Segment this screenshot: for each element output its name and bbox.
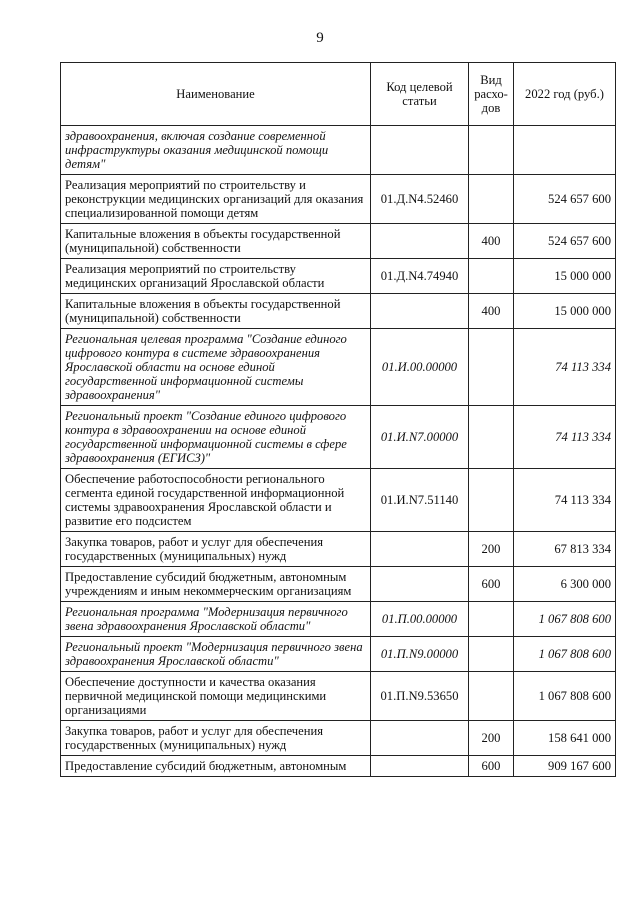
name-cell: Реализация мероприятий по строительству и реконструкции медицинских организаций для оказания специализированной помощи детям (61, 175, 371, 224)
amount-cell: 524 657 600 (514, 224, 616, 259)
code-cell: 01.Д.N4.52460 (371, 175, 469, 224)
code-cell: 01.П.00.00000 (371, 602, 469, 637)
table-row (61, 756, 616, 777)
table-row (61, 672, 616, 721)
expense-type-cell (469, 329, 514, 406)
table-row (61, 175, 616, 224)
expense-type-cell (469, 175, 514, 224)
amount-cell (514, 126, 616, 175)
code-cell: 01.Д.N4.74940 (371, 259, 469, 294)
table-row (61, 602, 616, 637)
table-row (61, 637, 616, 672)
expense-type-cell: 400 (469, 224, 514, 259)
name-cell: Реализация мероприятий по строительству медицинских организаций Ярославской области (61, 259, 371, 294)
expense-type-cell (469, 672, 514, 721)
code-cell: 01.И.N7.00000 (371, 406, 469, 469)
code-cell (371, 721, 469, 756)
amount-cell: 1 067 808 600 (514, 602, 616, 637)
name-cell: Капитальные вложения в объекты государственной (муниципальной) собственности (61, 224, 371, 259)
budget-table (60, 62, 616, 777)
table-row (61, 294, 616, 329)
code-cell (371, 567, 469, 602)
table-row (61, 469, 616, 532)
expense-type-cell (469, 469, 514, 532)
expense-type-cell (469, 259, 514, 294)
code-cell (371, 756, 469, 777)
expense-type-cell: 200 (469, 532, 514, 567)
code-cell: 01.П.N9.53650 (371, 672, 469, 721)
code-cell: 01.И.00.00000 (371, 329, 469, 406)
amount-cell: 15 000 000 (514, 294, 616, 329)
table-row (61, 567, 616, 602)
table-row (61, 532, 616, 567)
expense-type-cell: 600 (469, 756, 514, 777)
code-cell: 01.П.N9.00000 (371, 637, 469, 672)
amount-cell: 6 300 000 (514, 567, 616, 602)
expense-type-cell: 600 (469, 567, 514, 602)
amount-cell: 909 167 600 (514, 756, 616, 777)
name-cell: Предоставление субсидий бюджетным, автономным учреждениям и иным некоммерческим организациям (61, 567, 371, 602)
amount-cell: 67 813 334 (514, 532, 616, 567)
name-cell: Региональный проект "Создание единого цифрового контура в здравоохранении на основе единой государственной информационной системы в сфере здравоохранения (ЕГИСЗ)" (61, 406, 371, 469)
header-amount: 2022 год (руб.) (514, 63, 616, 126)
amount-cell: 158 641 000 (514, 721, 616, 756)
expense-type-cell (469, 406, 514, 469)
name-cell: Закупка товаров, работ и услуг для обеспечения государственных (муниципальных) нужд (61, 532, 371, 567)
amount-cell: 1 067 808 600 (514, 637, 616, 672)
amount-cell: 74 113 334 (514, 329, 616, 406)
expense-type-cell (469, 637, 514, 672)
amount-cell: 74 113 334 (514, 469, 616, 532)
table-row (61, 259, 616, 294)
name-cell: Обеспечение работоспособности регионального сегмента единой государственной информационной системы здравоохранения Ярославской области и развитие его подсистем (61, 469, 371, 532)
name-cell: Региональная программа "Модернизация первичного звена здравоохранения Ярославской области" (61, 602, 371, 637)
name-cell: Закупка товаров, работ и услуг для обеспечения государственных (муниципальных) нужд (61, 721, 371, 756)
name-cell: Региональная целевая программа "Создание единого цифрового контура в системе здравоохранения Ярославской области на основе единой государственной информационной системы здравоохранения" (61, 329, 371, 406)
table-row (61, 329, 616, 406)
expense-type-cell: 400 (469, 294, 514, 329)
amount-cell: 524 657 600 (514, 175, 616, 224)
code-cell (371, 224, 469, 259)
code-cell (371, 126, 469, 175)
table-body (61, 126, 616, 777)
name-cell: Капитальные вложения в объекты государственной (муниципальной) собственности (61, 294, 371, 329)
code-cell: 01.И.N7.51140 (371, 469, 469, 532)
amount-cell: 15 000 000 (514, 259, 616, 294)
name-cell: Региональный проект "Модернизация первичного звена здравоохранения Ярославской области" (61, 637, 371, 672)
expense-type-cell: 200 (469, 721, 514, 756)
code-cell (371, 532, 469, 567)
header-name: Наименование (61, 63, 371, 126)
name-cell: здравоохранения, включая создание современной инфраструктуры оказания медицинской помощи детям" (61, 126, 371, 175)
table-row (61, 224, 616, 259)
page-number: 9 (316, 30, 324, 46)
name-cell: Предоставление субсидий бюджетным, автономным (61, 756, 371, 777)
amount-cell: 1 067 808 600 (514, 672, 616, 721)
header-code: Код целевой статьи (371, 63, 469, 126)
amount-cell: 74 113 334 (514, 406, 616, 469)
table-row (61, 406, 616, 469)
table-row (61, 721, 616, 756)
expense-type-cell (469, 126, 514, 175)
expense-type-cell (469, 602, 514, 637)
code-cell (371, 294, 469, 329)
name-cell: Обеспечение доступности и качества оказания первичной медицинской помощи медицинскими организациями (61, 672, 371, 721)
header-row (61, 63, 616, 126)
table-row (61, 126, 616, 175)
header-type: Вид расхо-дов (469, 63, 514, 126)
